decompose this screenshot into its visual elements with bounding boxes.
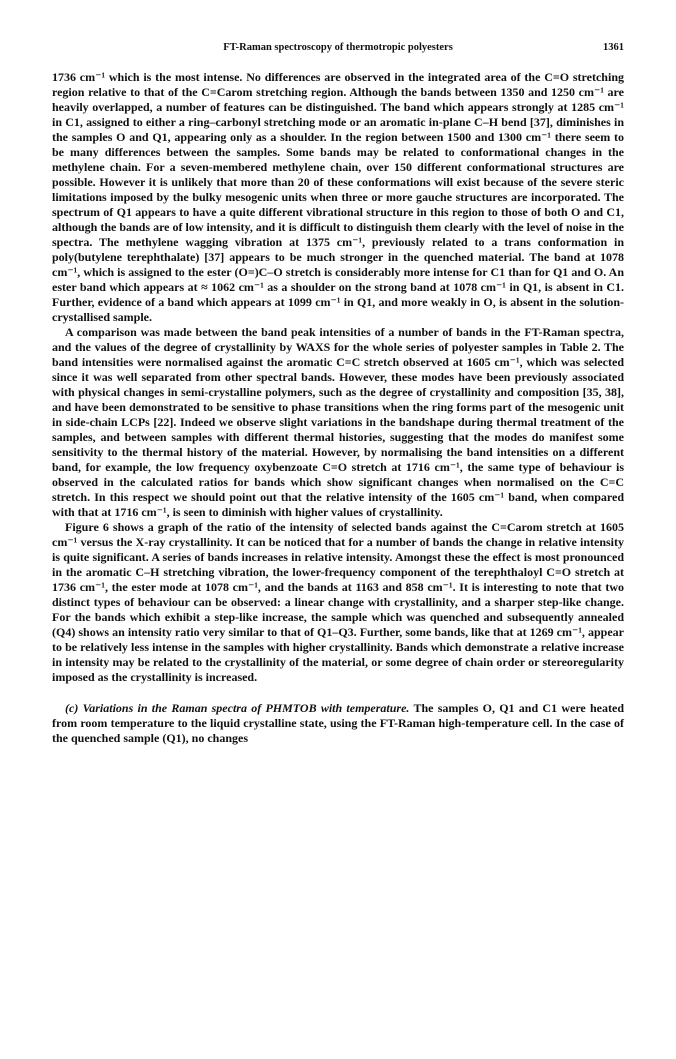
body-paragraph-3: Figure 6 shows a graph of the ratio of the intensity of selected bands against the C=Carom stretch at 1605 cm⁻¹ versus the X-ray crystallinity. It can be noticed that for a number of bands the change in relative intensity is quite significant. A series of bands increases in relative intensity. Amongst these the effect is most pronounced in the aromatic C–H stretching vibration, the lower-frequency component of the terephthaloyl C=O stretch at 1736 cm⁻¹, the ester mode at 1078 cm⁻¹, and the bands at 1163 and 858 cm⁻¹. It is interesting to note that two distinct types of behaviour can be observed: a linear change with crystallinity, and a sharper step-like change. For the bands which exhibit a step-like increase, the sample which was quenched and subsequently annealed (Q4) shows an intensity ratio very similar to that of Q1–Q3. Further, some bands, like that at 1269 cm⁻¹, appear to be relatively less intense in the samples with higher crystallinity. Bands which demonstrate a relative increase in intensity may be related to the crystallinity of the material, or some degree of chain order or stereoregularity imposed as the crystallinity is increased. — [52, 520, 624, 684]
journal-page — [52, 42, 624, 746]
running-title: FT-Raman spectroscopy of thermotropic polyesters — [223, 42, 453, 53]
body-paragraph-2: A comparison was made between the band peak intensities of a number of bands in the FT-Raman spectra, and the values of the degree of crystallinity by WAXS for the whole series of polyester samples in Table 2. The band intensities were normalised against the aromatic C=C stretch observed at 1605 cm⁻¹, which was selected since it was well separated from other spectral bands. However, these modes have been previously associated with physical changes in semi-crystalline polymers, such as the degree of crystallinity and composition [35, 38], and have been demonstrated to be sensitive to phase transitions when the ring forms part of the mesogenic unit in side-chain LCPs [22]. Indeed we observe slight variations in the bandshape during thermal treatment of the samples, and between samples with different thermal histories, suggesting that the modes do manifest some sensitivity to the thermal history of the material. However, by normalising the band intensities on a different band, for example, the low frequency oxybenzoate C=O stretch at 1716 cm⁻¹, the same type of behaviour is observed in the calculated ratios for bands which show significant changes when normalised on the C=C stretch. In this respect we should point out that the relative intensity of the 1605 cm⁻¹ band, when compared with that at 1716 cm⁻¹, is seen to diminish with higher values of crystallinity. — [52, 325, 624, 519]
section-paragraph — [52, 701, 624, 746]
page-header — [52, 42, 624, 58]
section-text: The samples O, Q1 and C1 were heated from room temperature to the liquid crystalline state, using the FT-Raman high-temperature cell. In the case of the quenched sample (Q1), no changes — [52, 701, 625, 745]
body-paragraph-1: 1736 cm⁻¹ which is the most intense. No differences are observed in the integrated area of the C=O stretching region relative to that of the C=Carom stretching region. Although the bands between 1350 and 1250 cm⁻¹ are heavily overlapped, a number of features can be distinguished. The band which appears strongly at 1285 cm⁻¹ in C1, assigned to either a ring–carbonyl stretching mode or an aromatic in-plane C–H bend [37], diminishes in the samples O and Q1, appearing only as a shoulder. In the region between 1500 and 1300 cm⁻¹ there seem to be many differences between the samples. Some bands may be related to conformational changes in the methylene chain. For a seven-membered methylene chain, over 150 different conformational structures are possible. However it is unlikely that more than 20 of these conformations will exist because of the severe steric limitations imposed by the bulky mesogenic units when three or more gauche structures are incorporated. The spectrum of Q1 appears to have a quite different vibrational structure in this region to those of both O and C1, although the bands are of low intensity, and it is difficult to distinguish them clearly with the level of noise in the spectra. The methylene wagging vibration at 1375 cm⁻¹, previously related to a trans conformation in poly(butylene terephthalate) [37] appears to be much stronger in the quenched material. The band at 1078 cm⁻¹, which is assigned to the ester (O=)C–O stretch is considerably more intense for C1 than for Q1 and O. An ester band which appears at ≈ 1062 cm⁻¹ as a shoulder on the strong band at 1078 cm⁻¹ in Q1, is absent in C1. Further, evidence of a band which appears at 1099 cm⁻¹ in Q1, and more weakly in O, is absent in the solution-crystallised sample. — [52, 70, 624, 324]
section-heading: (c) Variations in the Raman spectra of PHMTOB with temperature. — [65, 701, 410, 715]
page-number: 1361 — [603, 42, 624, 53]
